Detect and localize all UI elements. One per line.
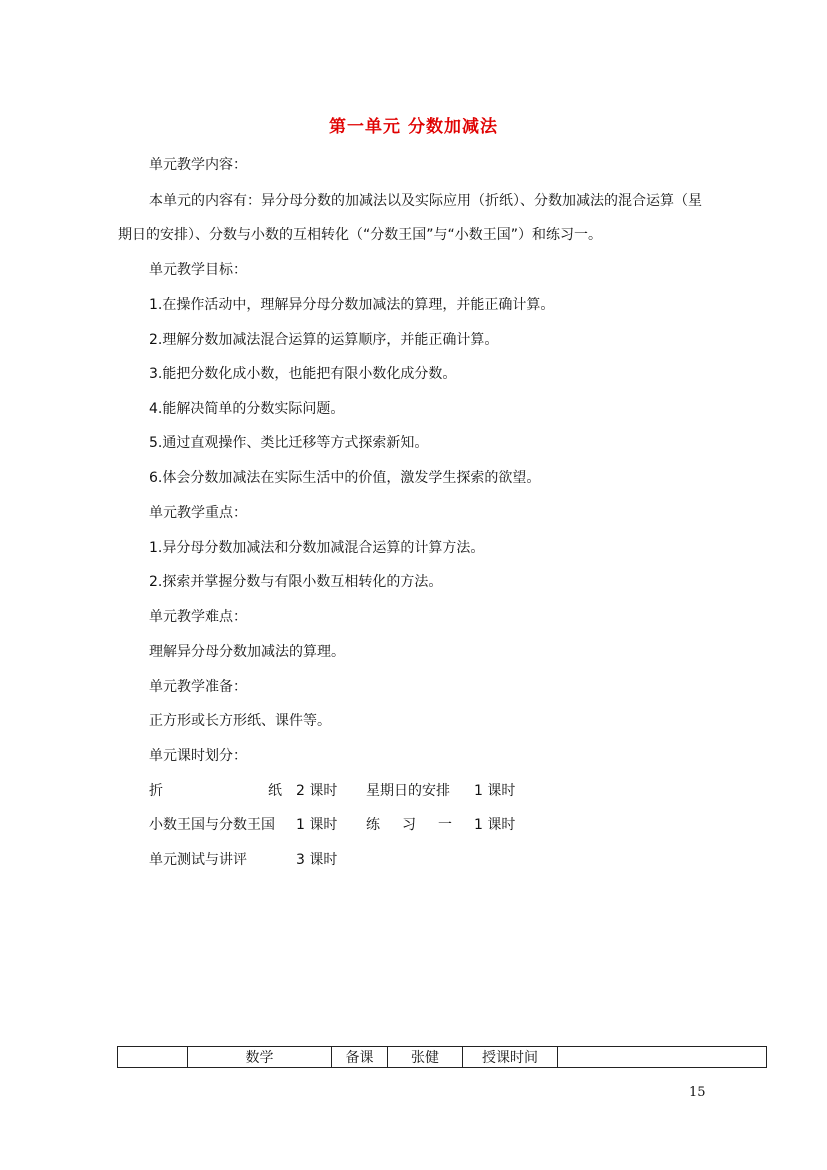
goal-item: 2.理解分数加减法混合运算的运算顺序，并能正确计算。 <box>149 332 499 348</box>
footer-row <box>118 1047 767 1068</box>
lesson-name: 习 <box>402 817 416 833</box>
lesson-name: 练 <box>366 817 380 833</box>
footer-blank-cell <box>118 1047 188 1068</box>
prep-heading: 单元教学准备： <box>149 679 247 695</box>
lesson-name: 星期日的安排 <box>366 783 450 799</box>
prep-text: 正方形或长方形纸、课件等。 <box>149 713 331 729</box>
lesson-hours: 1 课时 <box>296 817 338 833</box>
goal-item: 1.在操作活动中，理解异分母分数加减法的算理，并能正确计算。 <box>149 297 555 313</box>
schedule-heading: 单元课时划分： <box>149 748 247 764</box>
content-heading: 单元教学内容： <box>149 157 247 173</box>
footer-time-value <box>558 1047 767 1068</box>
goal-item: 6.体会分数加减法在实际生活中的价值，激发学生探索的欲望。 <box>149 470 541 486</box>
key-point: 1.异分母分数加减法和分数加减混合运算的计算方法。 <box>149 540 485 556</box>
footer-table <box>117 1046 767 1068</box>
page-number: 15 <box>689 1085 706 1100</box>
lesson-name: 纸 <box>268 783 282 799</box>
lesson-hours: 3 课时 <box>296 852 338 868</box>
difficulty-text: 理解异分母分数加减法的算理。 <box>149 644 345 660</box>
lesson-name: 小数王国与分数王国 <box>149 817 275 833</box>
lesson-name: 一 <box>438 817 452 833</box>
goal-item: 4.能解决简单的分数实际问题。 <box>149 401 345 417</box>
lesson-hours: 2 课时 <box>296 783 338 799</box>
lesson-name: 单元测试与讲评 <box>149 852 247 868</box>
key-heading: 单元教学重点： <box>149 505 247 521</box>
footer-teacher: 张健 <box>388 1047 463 1068</box>
footer-prep-label: 备课 <box>332 1047 388 1068</box>
goals-heading: 单元教学目标： <box>149 262 247 278</box>
lesson-hours: 1 课时 <box>474 817 516 833</box>
lesson-name: 折 <box>149 783 163 799</box>
content-paragraph: 本单元的内容有：异分母分数的加减法以及实际应用（折纸）、分数加减法的混合运算（星期日的安排）、分数与小数的互相转化（“分数王国”与“小数王国”）和练习一。 <box>118 193 702 243</box>
difficulty-heading: 单元教学难点： <box>149 609 247 625</box>
goal-item: 5.通过直观操作、类比迁移等方式探索新知。 <box>149 435 429 451</box>
footer-time-label: 授课时间 <box>463 1047 558 1068</box>
lesson-hours: 1 课时 <box>474 783 516 799</box>
footer-subject: 数学 <box>188 1047 332 1068</box>
goal-item: 3.能把分数化成小数，也能把有限小数化成分数。 <box>149 366 457 382</box>
key-point: 2.探索并掌握分数与有限小数互相转化的方法。 <box>149 574 443 590</box>
page-title: 第一单元 分数加减法 <box>329 117 498 137</box>
